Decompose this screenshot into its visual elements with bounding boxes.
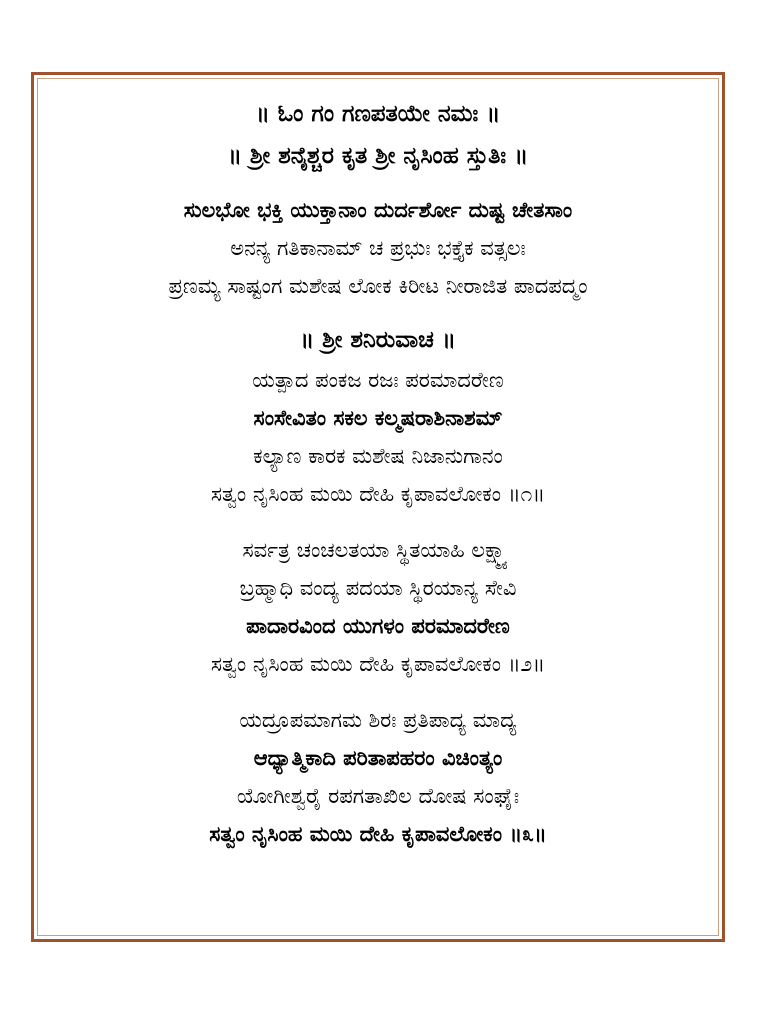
verse-line: ಯೋಗೀಶ್ವರೈ ರಪಗತಾಖಿಲ ದೋಷ ಸಂಘೈಃ — [236, 784, 520, 808]
stotra-title: ॥ ಶ್ರೀ ಶನೈಶ್ಚರ ಕೃತ ಶ್ರೀ ನೃಸಿಂಹ ಸ್ತುತಿಃ ॥ — [227, 143, 529, 169]
verse-line: ಯದ್ರೂಪಮಾಗಮ ಶಿರಃ ಪ್ರತಿಪಾದ್ಯ ಮಾದ್ಯ — [239, 708, 517, 732]
intro-line: ಪ್ರಣಮ್ಯ ಸಾಷ್ಟಂಗ ಮಶೇಷ ಲೋಕ ಕಿರೀಟ ನೀರಾಜಿತ ಪಾದಪದ್ಮಂ — [168, 274, 588, 298]
verse-refrain: ಸತ್ವಂ ನೃಸಿಂಹ ಮಯಿ ದೇಹಿ ಕೃಪಾವಲೋಕಂ ॥೩॥ — [209, 822, 547, 846]
page-border — [31, 72, 725, 942]
verse-line: ಕಲ್ಯಾಣ ಕಾರಕ ಮಶೇಷ ನಿಜಾನುಗಾನಂ — [253, 444, 503, 468]
spacer — [34, 305, 722, 319]
spacer — [34, 513, 722, 531]
verse-line: ಬ್ರಹ್ಮಾಧಿ ವಂದ್ಯ ಪದಯಾ ಸ್ಥಿರಯಾನ್ಯ ಸೇವಿ — [239, 576, 517, 600]
verse-line: ಸರ್ವತ್ರ ಚಂಚಲತಯಾ ಸ್ಥಿತಯಾಹಿ ಲಕ್ಷ್ಮ್ಯಾ — [242, 538, 514, 562]
intro-line: ಅನನ್ಯ ಗತಿಕಾನಾಮ್ ಚ ಪ್ರಭುಃ ಭಕ್ತೈಕ ವತ್ಸಲಃ — [230, 236, 526, 260]
verse-line: ಪಾದಾರವಿಂದ ಯುಗಳಂ ಪರಮಾದರೇಣ — [246, 614, 510, 638]
stotra-content — [34, 93, 722, 853]
section-heading: ॥ ಶ್ರೀ ಶನಿರುವಾಚ ॥ — [300, 327, 456, 353]
invocation-heading: ॥ ಓಂ ಗಂ ಗಣಪತಯೇ ನಮಃ ॥ — [255, 101, 501, 127]
intro-line: ಸುಲಭೋ ಭಕ್ತಿ ಯುಕ್ತಾನಾಂ ದುರ್ದರ್ಶೋ ದುಷ್ಟ ಚೇತಸಾಂ — [183, 198, 573, 222]
verse-line: ಸಂಸೇವಿತಂ ಸಕಲ ಕಲ್ಮಷರಾಶಿನಾಶಮ್ — [253, 406, 503, 430]
verse-line: ಆಧ್ಯಾತ್ಮಿಕಾದಿ ಪರಿತಾಪಹರಂ ವಿಚಿಂತ್ಯಂ — [253, 746, 503, 770]
verse-refrain: ಸತ್ವಂ ನೃಸಿಂಹ ಮಯಿ ದೇಹಿ ಕೃಪಾವಲೋಕಂ ॥೨॥ — [210, 652, 546, 676]
verse-refrain: ಸತ್ವಂ ನೃಸಿಂಹ ಮಯಿ ದೇಹಿ ಕೃಪಾವಲೋಕಂ ॥೧॥ — [210, 482, 546, 506]
verse-line: ಯತ್ಪಾದ ಪಂಕಜ ರಜಃ ಪರಮಾದರೇಣ — [252, 368, 504, 392]
spacer — [34, 683, 722, 701]
spacer — [34, 177, 722, 191]
